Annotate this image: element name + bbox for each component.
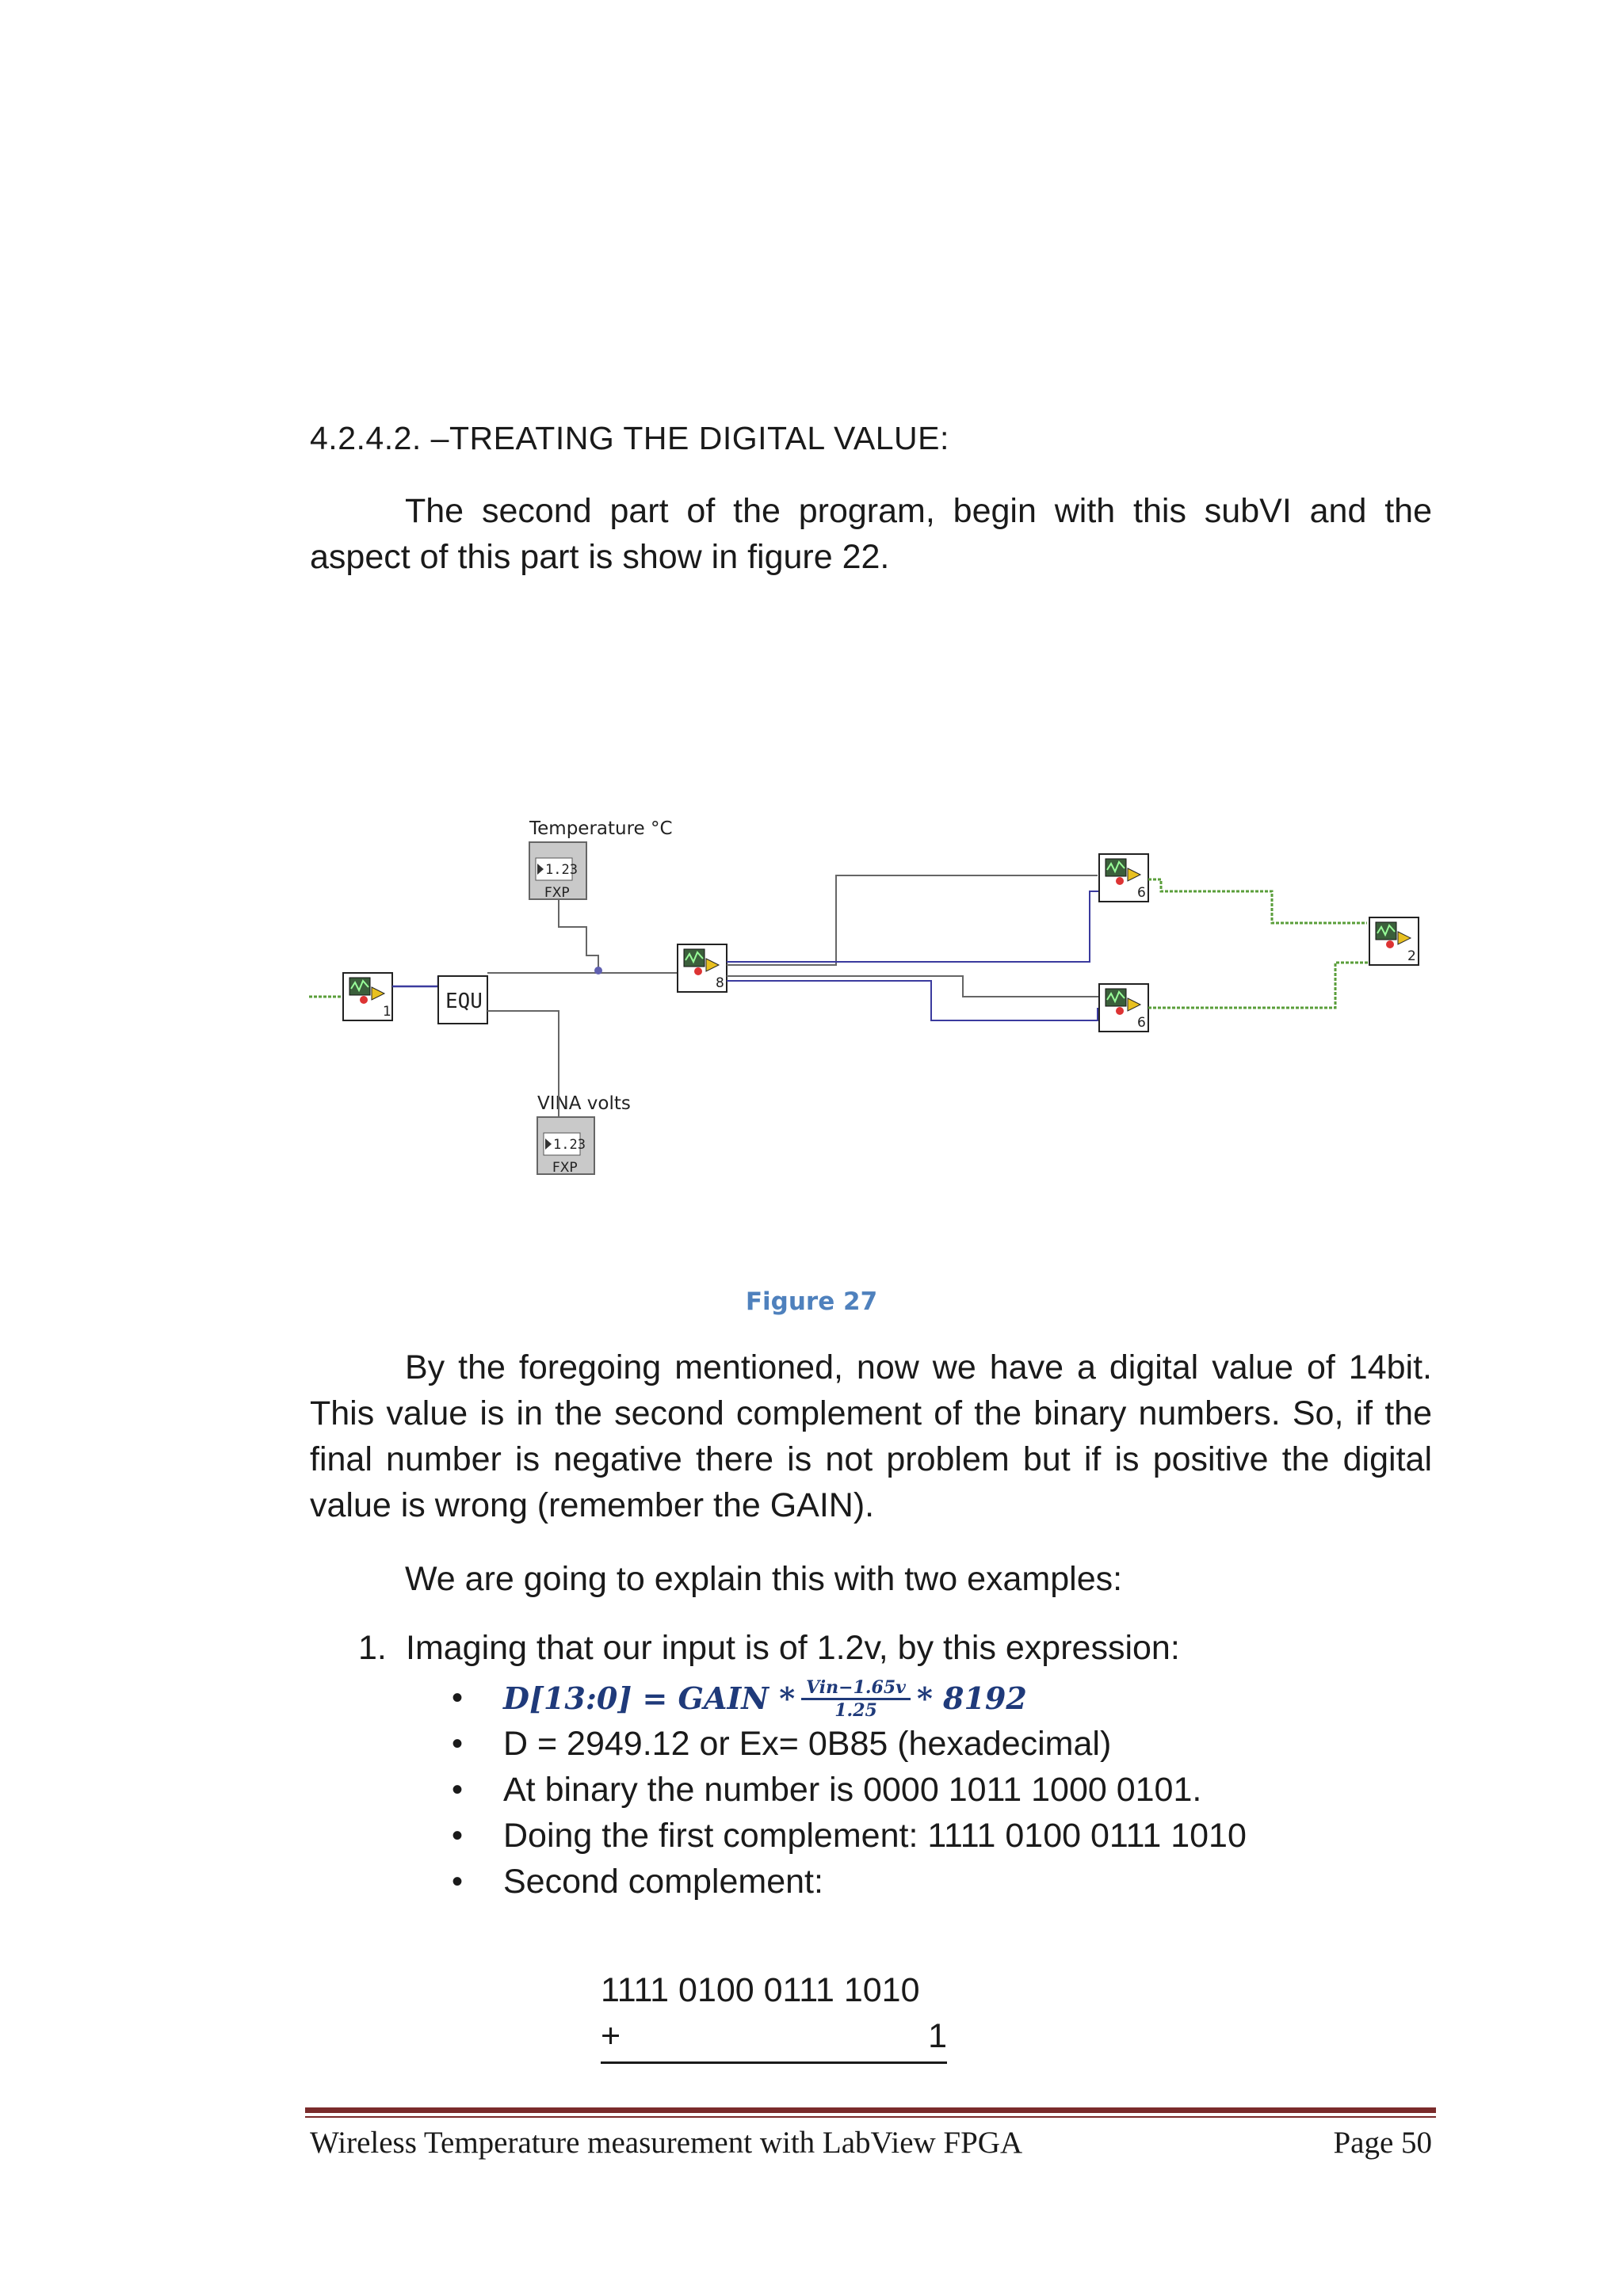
subvi-1-block [343,973,392,1020]
formula-lhs: • D[13:0] = GAIN * [503,1680,796,1716]
formula-fraction [801,1677,911,1721]
formula-numerator: Vin−1.65v [801,1677,911,1700]
equ-block [438,976,487,1024]
bullet-list [452,1675,1403,1905]
vina-indicator [537,1117,594,1176]
bullet-formula [452,1675,1403,1721]
vina-indicator-value: 1.23 [553,1137,586,1153]
vina-indicator-type: FXP [552,1160,578,1176]
calc-line-2 [601,2017,947,2064]
subvi-8-block [678,944,727,992]
temperature-indicator [529,842,586,901]
list-item: • Second complement: [452,1859,1403,1905]
numbered-list-item [358,1629,1180,1668]
temperature-indicator-value: 1.23 [545,862,578,878]
subvi-1-number: 1 [383,1004,391,1020]
subvi-6-top-block [1099,854,1148,902]
subvi-6-bottom-number: 6 [1137,1015,1146,1031]
subvi-2-number: 2 [1407,948,1416,964]
intro-paragraph-text: The second part of the program, begin with this subVI and the aspect of this part is show in figure 22. [310,492,1432,576]
gain-formula [503,1676,1027,1722]
footer-rule-thick [305,2107,1436,2113]
paragraph-2-text: By the foregoing mentioned, now we have a digital value of 14bit. This value is in the second complement of the binary numbers. So, if the final number is negative there is not problem but if is positive the digital value is wrong (remember the GAIN). [310,1348,1432,1524]
paragraph-3 [310,1556,1432,1602]
labview-block-diagram [305,800,1430,1196]
calc-line-1: 1111 0100 0111 1010 [601,1971,920,2009]
temperature-indicator-type: FXP [544,885,570,901]
temperature-indicator-label: Temperature °C [529,818,673,839]
subvi-2-block [1369,917,1419,965]
formula-denominator: 1.25 [834,1699,877,1721]
list-item: • At binary the number is 0000 1011 1000 0101. [452,1767,1403,1813]
vina-indicator-label: VINA volts [537,1093,631,1114]
list-item: • Doing the first complement: 1111 0100 0111 1010 [452,1813,1403,1859]
intro-paragraph [310,488,1432,580]
footer-title: Wireless Temperature measurement with LabView FPGA [310,2126,1023,2160]
formula-rhs: * 8192 [916,1680,1027,1716]
subvi-6-top-number: 6 [1137,885,1146,901]
subvi-6-bottom-block [1099,984,1148,1032]
footer-rule-thin [305,2116,1436,2118]
paragraph-2 [310,1344,1432,1528]
list-item-text: Imaging that our input is of 1.2v, by this expression: [406,1629,1180,1667]
footer-page-number: Page 50 [1333,2126,1432,2160]
figure-caption: Figure 27 [745,1287,878,1316]
paragraph-3-text: We are going to explain this with two examples: [405,1560,1123,1598]
list-item: • D = 2949.12 or Ex= 0B85 (hexadecimal) [452,1721,1403,1767]
calc-plus: + [601,2017,621,2055]
equ-block-label: EQU [445,990,483,1013]
subvi-8-number: 8 [716,975,724,991]
calc-addend: 1 [928,2017,947,2055]
section-heading: 4.2.4.2. –TREATING THE DIGITAL VALUE: [310,420,949,456]
list-number: 1. [358,1629,387,1667]
